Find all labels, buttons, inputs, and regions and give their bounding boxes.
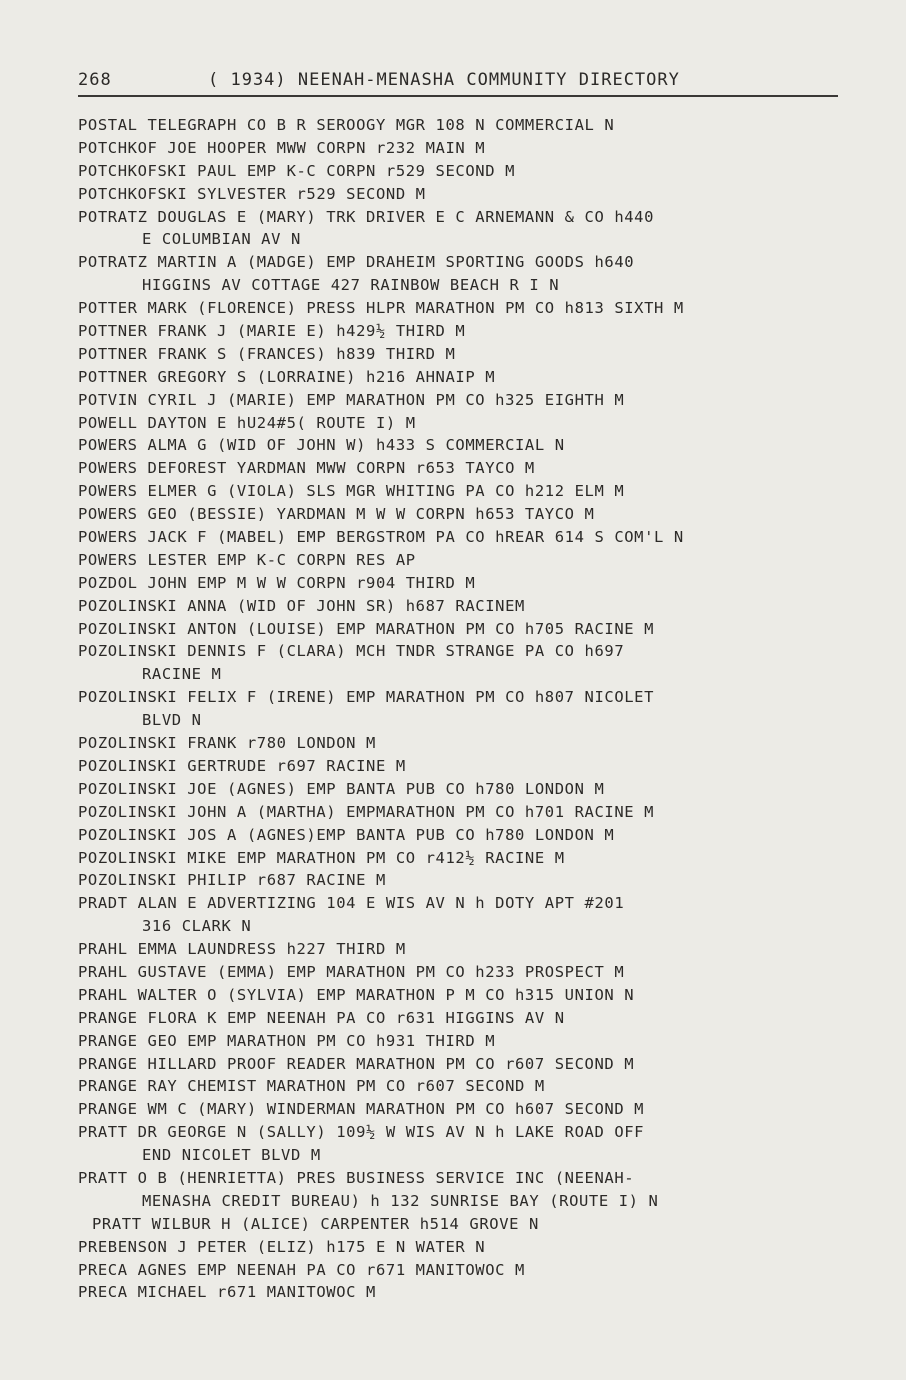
list-item: POWERS DEFOREST YARDMAN MWW CORPN r653 TAYCO M [78,459,535,478]
list-item: POZOLINSKI GERTRUDE r697 RACINE M [78,756,406,775]
list-item: POZOLINSKI FRANK r780 LONDON M [78,734,376,753]
page-title: ( 1934) NEENAH-MENASHA COMMUNITY DIRECTORY [208,70,680,90]
list-item: PRAHL WALTER O (SYLVIA) EMP MARATHON P M CO h315 UNION N [78,985,635,1004]
list-item: PRANGE WM C (MARY) WINDERMAN MARATHON PM CO h607 SECOND M [78,1100,645,1119]
list-item: POTRATZ MARTIN A (MADGE) EMP DRAHEIM SPORTING GOODS h640 [78,253,635,272]
list-item-continuation: BLVD N [142,711,202,730]
page-header [78,66,838,90]
list-item: POZOLINSKI DENNIS F (CLARA) MCH TNDR STRANGE PA CO h697 [78,642,625,661]
list-item: PRATT WILBUR H (ALICE) CARPENTER h514 GROVE N [92,1214,539,1233]
list-item: PRAHL EMMA LAUNDRESS h227 THIRD M [78,940,406,959]
list-item: PRANGE FLORA K EMP NEENAH PA CO r631 HIGGINS AV N [78,1008,565,1027]
page-number: 268 [78,70,112,90]
list-item: PRAHL GUSTAVE (EMMA) EMP MARATHON PM CO h233 PROSPECT M [78,962,625,981]
list-item: PREBENSON J PETER (ELIZ) h175 E N WATER N [78,1237,486,1256]
list-item: POTCHKOFSKI PAUL EMP K-C CORPN r529 SECOND M [78,161,515,180]
list-item: POZDOL JOHN EMP M W W CORPN r904 THIRD M [78,573,476,592]
list-item-continuation: 316 CLARK N [142,917,252,936]
list-item: POTRATZ DOUGLAS E (MARY) TRK DRIVER E C ARNEMANN & CO h440 [78,207,655,226]
list-item-continuation: HIGGINS AV COTTAGE 427 RAINBOW BEACH R I N [142,276,560,295]
list-item: PRANGE RAY CHEMIST MARATHON PM CO r607 SECOND M [78,1077,545,1096]
list-item: POWERS JACK F (MABEL) EMP BERGSTROM PA CO hREAR 614 S COM'L N [78,528,684,547]
list-item: POZOLINSKI FELIX F (IRENE) EMP MARATHON PM CO h807 NICOLET [78,688,655,707]
list-item: POTCHKOFSKI SYLVESTER r529 SECOND M [78,184,426,203]
list-item: POTCHKOF JOE HOOPER MWW CORPN r232 MAIN M [78,138,486,157]
list-item: POWERS ALMA G (WID OF JOHN W) h433 S COMMERCIAL N [78,436,565,455]
list-item: POWERS ELMER G (VIOLA) SLS MGR WHITING PA CO h212 ELM M [78,482,625,501]
list-item-continuation: MENASHA CREDIT BUREAU) h 132 SUNRISE BAY (ROUTE I) N [142,1191,659,1210]
list-item: POZOLINSKI JOS A (AGNES)EMP BANTA PUB CO h780 LONDON M [78,825,615,844]
list-item: PRANGE GEO EMP MARATHON PM CO h931 THIRD M [78,1031,496,1050]
list-item: POZOLINSKI ANTON (LOUISE) EMP MARATHON PM CO h705 RACINE M [78,619,655,638]
list-item: POZOLINSKI ANNA (WID OF JOHN SR) h687 RACINEM [78,596,525,615]
list-item: PRATT DR GEORGE N (SALLY) 109½ W WIS AV N h LAKE ROAD OFF [78,1123,645,1142]
list-item: PRECA AGNES EMP NEENAH PA CO r671 MANITOWOC M [78,1260,525,1279]
list-item: POZOLINSKI MIKE EMP MARATHON PM CO r412½ RACINE M [78,848,565,867]
list-item: POTTNER FRANK S (FRANCES) h839 THIRD M [78,344,456,363]
list-item: PRADT ALAN E ADVERTIZING 104 E WIS AV N h DOTY APT #201 [78,894,625,913]
list-item-continuation: E COLUMBIAN AV N [142,230,301,249]
list-item-continuation: END NICOLET BLVD M [142,1146,321,1165]
list-item: POSTAL TELEGRAPH CO B R SEROOGY MGR 108 N COMMERCIAL N [78,116,615,134]
directory-listing [78,114,848,1304]
header-rule [78,95,838,97]
list-item: POZOLINSKI JOE (AGNES) EMP BANTA PUB CO h780 LONDON M [78,779,605,798]
list-item: POTTNER FRANK J (MARIE E) h429½ THIRD M [78,322,466,341]
list-item: POWERS GEO (BESSIE) YARDMAN M W W CORPN h653 TAYCO M [78,505,595,524]
list-item: POTTER MARK (FLORENCE) PRESS HLPR MARATHON PM CO h813 SIXTH M [78,299,684,318]
list-item: POZOLINSKI JOHN A (MARTHA) EMPMARATHON PM CO h701 RACINE M [78,802,655,821]
list-item-continuation: RACINE M [142,665,222,684]
list-item: POWERS LESTER EMP K-C CORPN RES AP [78,550,416,569]
list-item: PRECA MICHAEL r671 MANITOWOC M [78,1283,376,1302]
list-item: POTTNER GREGORY S (LORRAINE) h216 AHNAIP M [78,367,496,386]
list-item: POWELL DAYTON E hU24#5( ROUTE I) M [78,413,416,432]
list-item: POTVIN CYRIL J (MARIE) EMP MARATHON PM CO h325 EIGHTH M [78,390,625,409]
list-item: PRATT O B (HENRIETTA) PRES BUSINESS SERVICE INC (NEENAH- [78,1168,635,1187]
list-item: PRANGE HILLARD PROOF READER MARATHON PM CO r607 SECOND M [78,1054,635,1073]
list-item: POZOLINSKI PHILIP r687 RACINE M [78,871,386,890]
